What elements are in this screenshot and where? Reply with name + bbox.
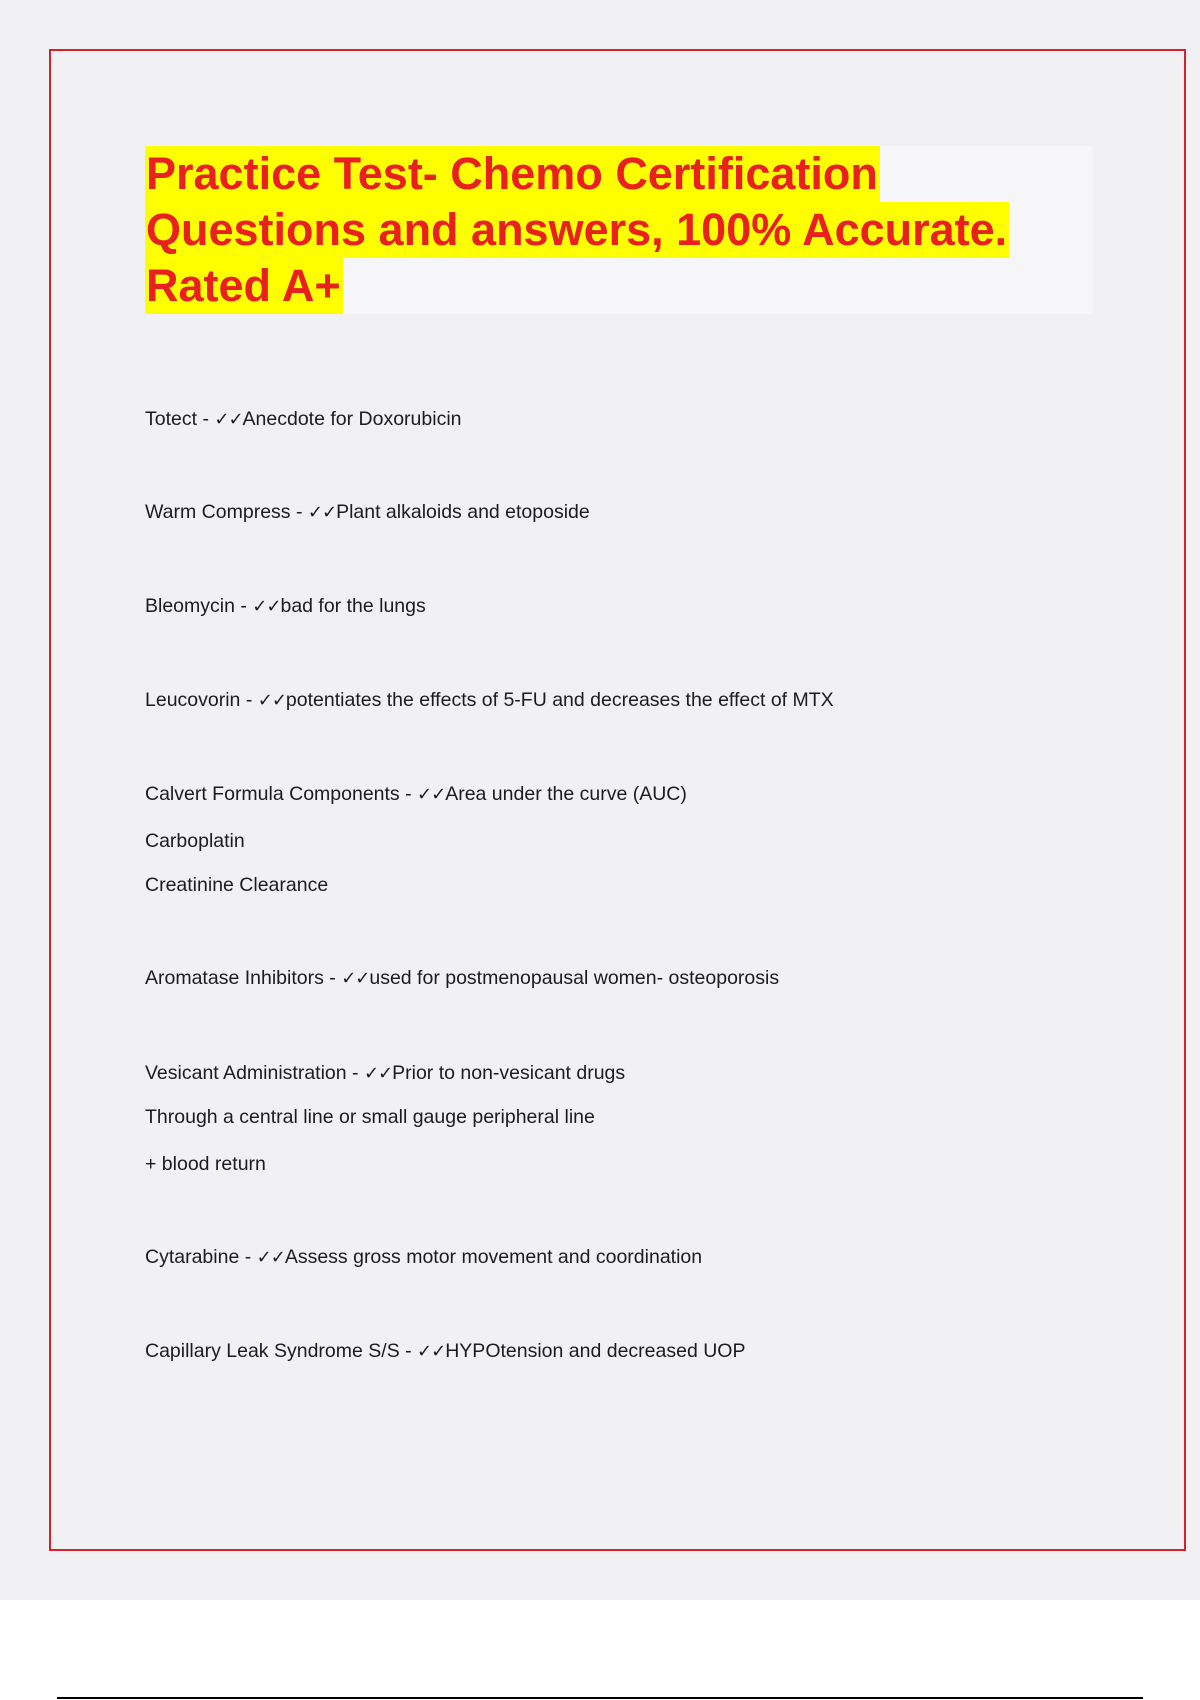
qa-term: Bleomycin [145, 595, 235, 617]
qa-separator: - [234, 595, 253, 617]
qa-separator: - [239, 1246, 257, 1268]
qa-answer: HYPOtension and decreased UOP [445, 1340, 746, 1362]
qa-separator: - [290, 501, 308, 523]
qa-answer: potentiates the effects of 5-FU and decreases the effect of MTX [285, 689, 834, 711]
qa-term: Totect [145, 408, 198, 430]
qa-term: Capillary Leak Syndrome S/S [145, 1340, 400, 1362]
document-title [145, 146, 1093, 314]
title-line-3: Rated A+ [145, 258, 343, 314]
qa-answer-continuation: Through a central line or small gauge peripheral line [145, 1106, 595, 1128]
qa-answer: bad for the lungs [280, 595, 426, 617]
qa-entry-totect [145, 407, 462, 432]
qa-term: Cytarabine [145, 1246, 240, 1268]
qa-term: Warm Compress [145, 501, 291, 523]
qa-separator: - [346, 1062, 364, 1084]
qa-term: Vesicant Administration [145, 1062, 347, 1084]
qa-term: Leucovorin [145, 689, 241, 711]
qa-answer: Prior to non-vesicant drugs [392, 1062, 626, 1084]
qa-answer-continuation: Carboplatin [145, 830, 245, 852]
qa-entry-warm-compress [145, 500, 590, 525]
qa-answer: Area under the curve (AUC) [445, 783, 687, 805]
double-check-icon: ✓✓ [257, 690, 286, 711]
title-line-1: Practice Test- Chemo Certification [145, 146, 880, 202]
qa-entry-aromatase-inhibitors [145, 966, 779, 991]
qa-entry-vesicant-administration [145, 1061, 625, 1086]
qa-separator: - [240, 689, 258, 711]
qa-answer-continuation: Creatinine Clearance [145, 874, 329, 896]
double-check-icon: ✓✓ [214, 409, 243, 430]
qa-answer: used for postmenopausal women- osteoporosis [369, 967, 780, 989]
double-check-icon: ✓✓ [341, 968, 370, 989]
double-check-icon: ✓✓ [256, 1247, 285, 1268]
qa-term: Aromatase Inhibitors [145, 967, 324, 989]
qa-answer: Assess gross motor movement and coordination [284, 1246, 703, 1268]
footer-divider [57, 1697, 1143, 1699]
qa-separator: - [323, 967, 342, 989]
double-check-icon: ✓✓ [417, 1341, 446, 1362]
qa-answer: Plant alkaloids and etoposide [336, 501, 590, 523]
double-check-icon: ✓✓ [252, 596, 281, 617]
double-check-icon: ✓✓ [307, 502, 337, 523]
qa-term: Calvert Formula Components [145, 783, 400, 805]
qa-entry-cytarabine [145, 1245, 702, 1270]
qa-answer-continuation: + blood return [145, 1153, 266, 1175]
qa-entry-capillary-leak-syndrome [145, 1339, 745, 1364]
qa-answer: Anecdote for Doxorubicin [242, 408, 462, 430]
qa-separator: - [197, 408, 215, 430]
qa-entry-calvert-formula [145, 782, 687, 807]
double-check-icon: ✓✓ [363, 1063, 393, 1084]
double-check-icon: ✓✓ [417, 784, 446, 805]
qa-separator: - [399, 1340, 418, 1362]
qa-entry-bleomycin [145, 594, 426, 619]
qa-entry-leucovorin [145, 688, 834, 713]
title-line-2: Questions and answers, 100% Accurate. [145, 202, 1009, 258]
qa-separator: - [399, 783, 418, 805]
